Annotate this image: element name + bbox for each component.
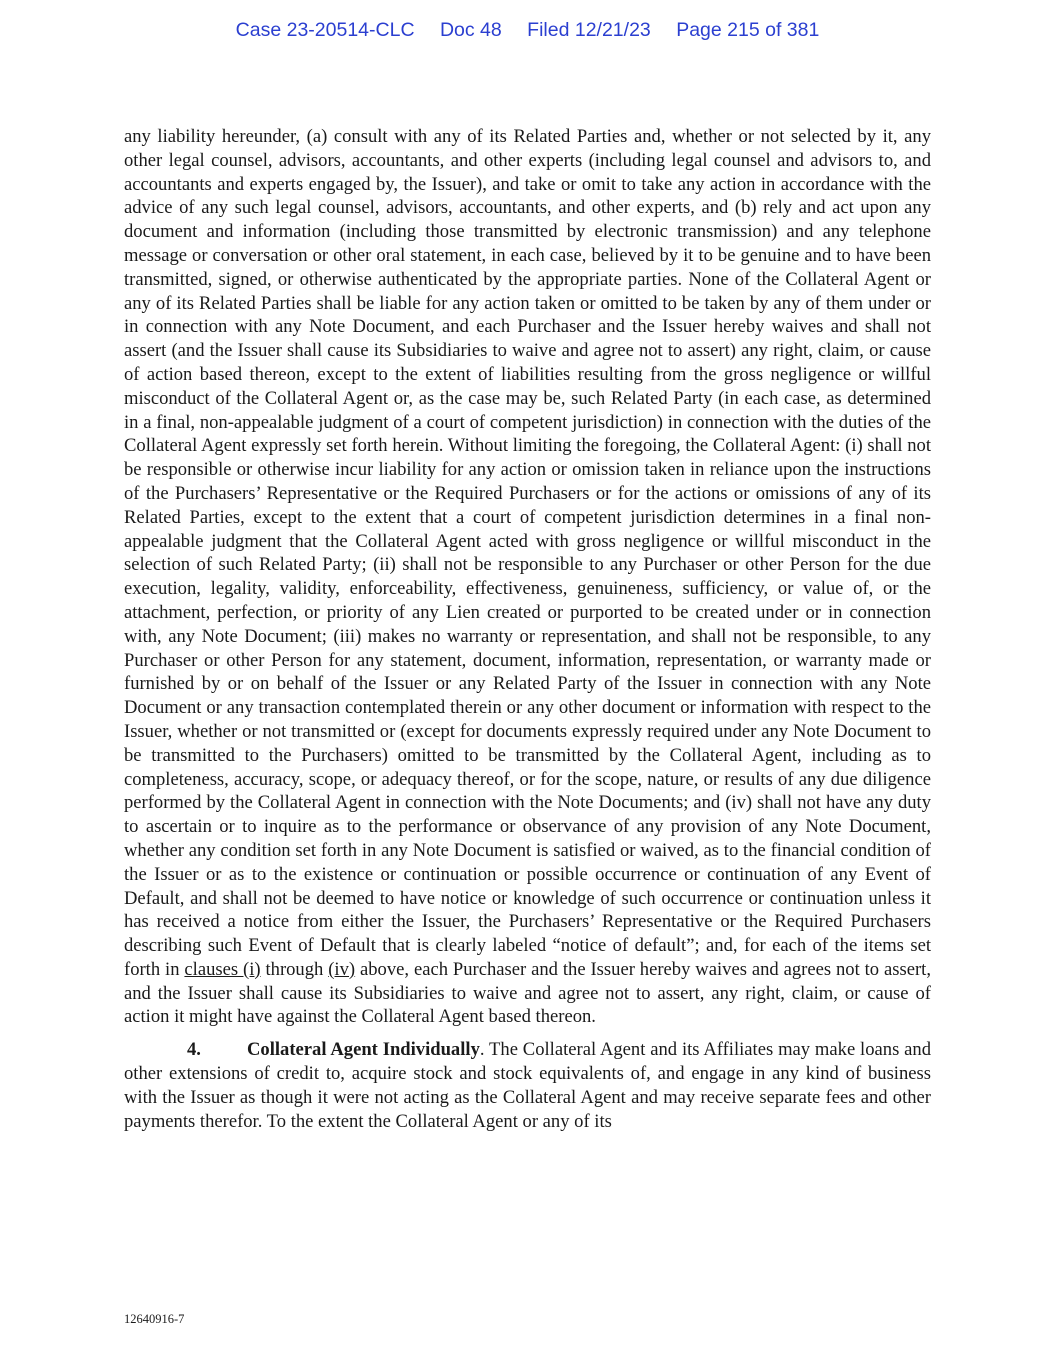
footer-document-id: 12640916-7: [124, 1312, 185, 1326]
paragraph-section-4: [124, 1038, 931, 1133]
case-number: Case 23-20514-CLC: [235, 19, 415, 41]
doc-number: Doc 48: [439, 19, 502, 41]
clause-reference-iv: (iv): [328, 958, 356, 980]
paragraph-text: any liability hereunder, (a) consult with any of its Related Parties and, whether or not selected by it, any other legal counsel, advisors, accountants, and other experts (including legal counsel and advisors to, and accountants and experts engaged by, the Issuer), and take or omit to take any action in accordance with the advice of any such legal counsel, advisors, accountants, and other experts, and (b) rely and act upon any document and information (including those transmitted by electronic transmission) and any telephone message or conversation or other oral statement, in each case, believed by it to be genuine and to have been transmitted, signed, or otherwise authenticated by the appropriate parties. None of the Collateral Agent or any of its Related Parties shall be liable for any action taken or omitted to be taken by any of them under or in connection with any Note Document, and each Purchaser and the Issuer hereby waives and shall not assert (and the Issuer shall cause its Subsidiaries to waive and agree not to assert) any right, claim, or cause of action based thereon, except to the extent of liabilities resulting from the gross negligence or willful misconduct of the Collateral Agent or, as the case may be, such Related Party (in each case, as determined in a final, non-appealable judgment of a court of competent jurisdiction) in connection with the duties of the Collateral Agent expressly set forth herein. Without limiting the foregoing, the Collateral Agent: (i) shall not be responsible or otherwise incur liability for any action or omission taken in reliance upon the instructions of the Purchasers’ Representative or the Required Purchasers or for the actions or omissions of any of its Related Parties, except to the extent that a court of competent jurisdiction determines in a final non-appealable judgment that the Collateral Agent acted with gross negligence or willful misconduct in the selection of such Related Party; (ii) shall not be responsible to any Purchaser or other Person for the due execution, legality, validity, enforceability, effectiveness, genuineness, sufficiency, or value of, or the attachment, perfection, or priority of any Lien created or purported to be created under or in connection with, any Note Document; (iii) makes no warranty or representation, and shall not be responsible, to any Purchaser or other Person for any statement, document, information, representation, or warranty made or furnished by or on behalf of the Issuer or any Related Party of the Issuer in connection with any Note Document or any transaction contemplated therein or any other document or information with respect to the Issuer, whether or not transmitted or (except for documents expressly required under any Note Document to be transmitted to the Purchasers) omitted to be transmitted by the Collateral Agent, including as to completeness, accuracy, scope, or adequacy thereof, or for the scope, nature, or results of any due diligence performed by the Collateral Agent in connection with the Note Documents; and (iv) shall not have any duty to ascertain or to inquire as to the performance or observance of any provision of any Note Document, whether any condition set forth in any Note Document is satisfied or waived, as to the financial condition of the Issuer or as to the existence or continuation or possible occurrence or continuation of any Event of Default, and shall not be deemed to have notice or knowledge of such occurrence or continuation unless it has received a notice from either the Issuer, the Purchasers’ Representative or the Required Purchasers describing such Event of Default that is clearly labeled “notice of default”; and, for each of the items set forth in: [124, 126, 931, 980]
paragraph-text: through: [260, 958, 329, 980]
filed-date: Filed 12/21/23: [527, 19, 651, 41]
paragraph-liability: [124, 125, 931, 1029]
paragraph-text: . The Collateral Agent and its Affiliates may make loans and other extensions of credit to, acquire stock and stock equivalents of, and engage in any kind of business with the Issuer as though it were not acting as the Collateral Agent and may receive separate fees and other payments therefor. To the extent the Collateral Agent or any of its: [124, 1039, 932, 1132]
paragraph-text: above, each Purchaser and the Issuer hereby waives and agrees not to assert, and the Issuer shall cause its Subsidiaries to waive and agree not to assert, any right, claim, or cause of action it might have against the Collateral Agent based thereon.: [124, 958, 931, 1028]
section-number: 4.: [187, 1039, 201, 1061]
clause-reference-i: clauses (i): [184, 958, 261, 980]
page-indicator: Page 215 of 381: [676, 19, 820, 41]
case-header: [0, 19, 1055, 42]
section-title: Collateral Agent Individually: [247, 1039, 480, 1061]
document-body: [124, 125, 931, 1133]
